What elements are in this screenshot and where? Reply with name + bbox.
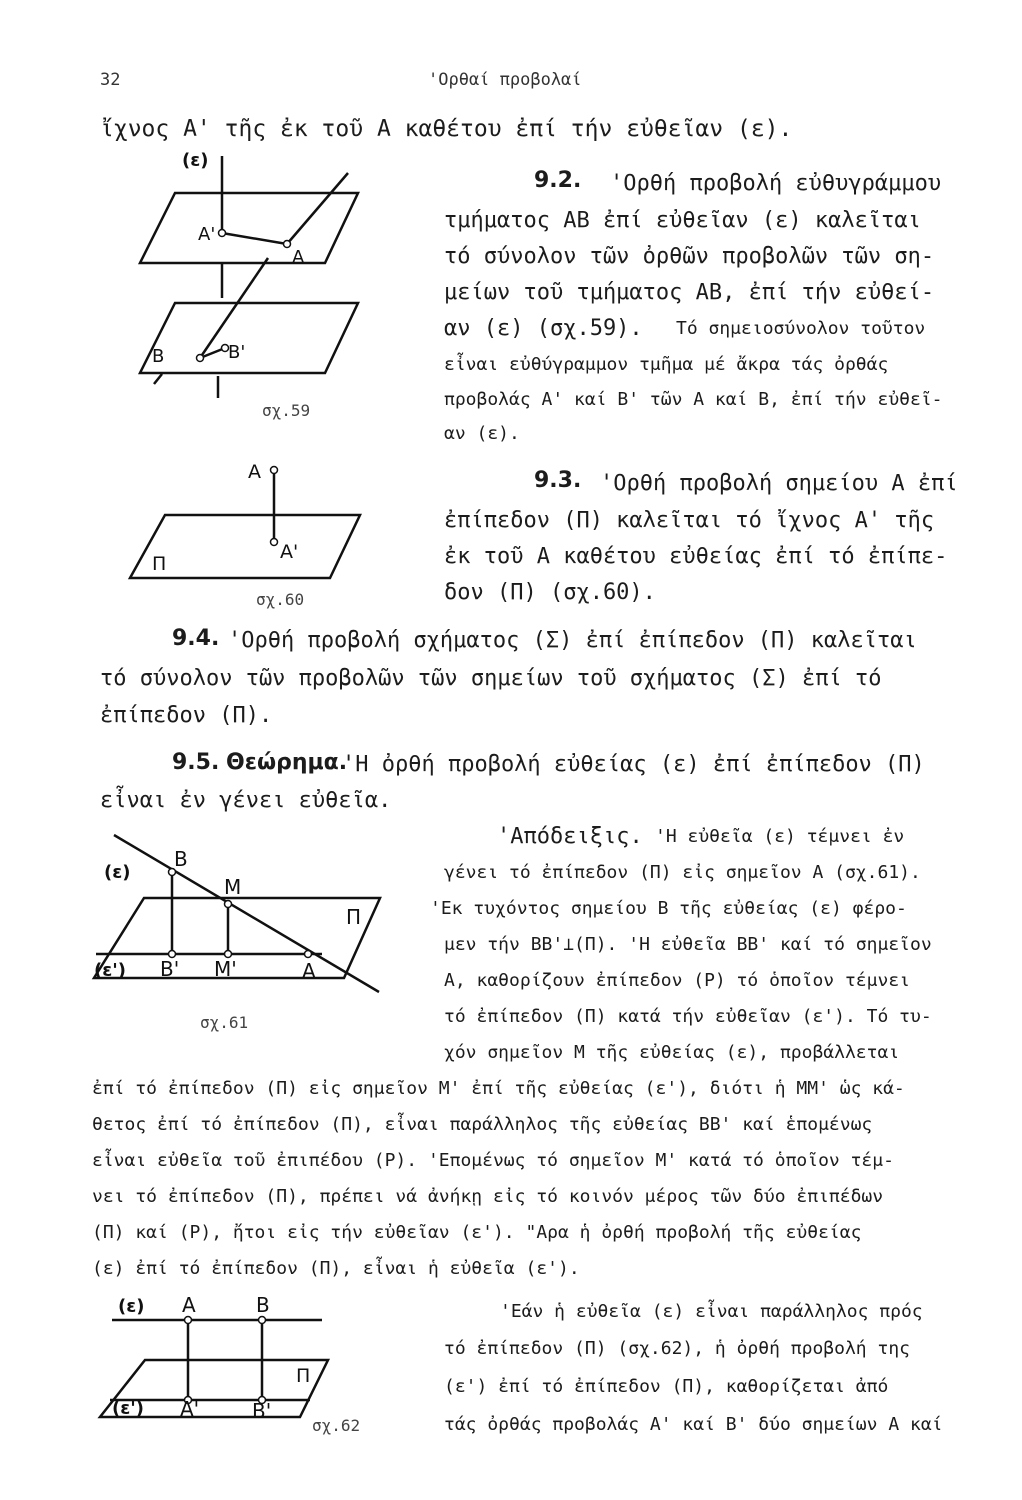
proof-line: Α, καθορίζουν ἐπίπεδον (Ρ) τό ὁποῖον τέμνει: [444, 970, 910, 991]
parallel-line: τάς ὀρθάς προβολάς Α' καί Β' δύο σημείων Α καί: [444, 1414, 943, 1435]
sec-9-3-line: δον (Π) (σχ.60).: [444, 580, 656, 605]
fig62-label-e-prime: (ε'): [112, 1398, 144, 1419]
sec-9-5-line: εἶναι ἐν γένει εὐθεῖα.: [100, 788, 392, 813]
sec-9-3-number: 9.3.: [534, 468, 582, 493]
proof-full-line: ἐπί τό ἐπίπεδον (Π) εἰς σημεῖον Μ' ἐπί τῆς εὐθείας (ε'), διότι ἡ ΜΜ' ὡς κά-: [92, 1078, 905, 1099]
sec-9-2-line: μείων τοῦ τμήματος ΑΒ, ἐπί τήν εὐθεί-: [444, 280, 935, 305]
fig59-label-a: A: [292, 247, 305, 268]
sec-9-4-number: 9.4.: [172, 626, 220, 651]
fig62-label-a: A: [182, 1293, 196, 1317]
fig61-label-e: (ε): [104, 862, 131, 883]
proof-line: τό ἐπίπεδον (Π) κατά τήν εὐθεῖαν (ε'). Τό τυ-: [444, 1006, 932, 1027]
figure-60: [130, 460, 350, 590]
sec-9-3-line: 'Ορθή προβολή σημείου Α ἐπί: [600, 471, 958, 496]
page-number: 32: [100, 70, 121, 90]
fig59-label-e: (ε): [182, 150, 209, 171]
parallel-line: 'Εάν ἡ εὐθεῖα (ε) εἶναι παράλληλος πρός: [500, 1301, 923, 1322]
fig62-label-b-prime: B': [252, 1399, 272, 1423]
fig62-label-b: B: [256, 1293, 270, 1317]
proof-full-line: (ε) ἐπί τό ἐπίπεδον (Π), εἶναι ἡ εὐθεῖα (ε').: [92, 1258, 580, 1279]
fig59-plane-top: [140, 193, 358, 263]
fig59-caption: σχ.59: [262, 401, 311, 420]
figure-61: [94, 830, 394, 1010]
fig61-label-e-prime: (ε'): [94, 960, 126, 981]
fig62-label-e: (ε): [118, 1296, 145, 1317]
sec-9-3-line: ἐπίπεδον (Π) καλεῖται τό ἴχνος Α' τῆς: [444, 508, 935, 533]
proof-full-line: (Π) καί (Ρ), ἤτοι εἰς τήν εὐθεῖαν (ε'). "Αρα ἡ ὀρθή προβολή τῆς εὐθείας: [92, 1222, 862, 1243]
sec-9-2-line: Τό σημειοσύνολον τοῦτον: [676, 318, 926, 339]
proof-line: 'Εκ τυχόντος σημείου Β τῆς εὐθείας (ε) φέρο-: [430, 898, 907, 919]
figure-59: [140, 148, 340, 398]
proof-line: χόν σημεῖον Μ τῆς εὐθείας (ε), προβάλλεται: [444, 1042, 900, 1063]
proof-full-line: νει τό ἐπίπεδον (Π), πρέπει νά ἀνήκῃ εἰς τό κοινόν μέρος τῶν δύο ἐπιπέδων: [92, 1186, 884, 1207]
sec-9-4-line: ἐπίπεδον (Π).: [100, 703, 273, 728]
parallel-line: τό ἐπίπεδον (Π) (σχ.62), ἡ ὀρθή προβολή της: [444, 1338, 910, 1359]
fig62-label-pi: Π: [296, 1365, 311, 1387]
intro-line: ἴχνος Α' τῆς ἐκ τοῦ Α καθέτου ἐπί τήν εὐθεῖαν (ε).: [100, 116, 793, 142]
sec-9-2-line: αν (ε).: [444, 423, 520, 444]
fig60-caption: σχ.60: [256, 590, 305, 609]
sec-9-2-line: τμήματος ΑΒ ἐπί εὐθεῖαν (ε) καλεῖται: [444, 208, 921, 233]
proof-line: γένει τό ἐπίπεδον (Π) εἰς σημεῖον Α (σχ.61).: [444, 862, 921, 883]
fig61-caption: σχ.61: [200, 1013, 249, 1032]
fig61-label-m-prime: M': [214, 957, 237, 981]
fig59-label-b-prime: B': [228, 342, 246, 363]
fig61-label-pi: Π: [346, 905, 362, 929]
fig61-label-b: B: [174, 847, 188, 871]
parallel-line: (ε') ἐπί τό ἐπίπεδον (Π), καθορίζεται ἀπό: [444, 1376, 889, 1397]
sec-9-4-line: 'Ορθή προβολή σχήματος (Σ) ἐπί ἐπίπεδον (Π) καλεῖται: [228, 628, 917, 653]
fig59-plane-bottom: [140, 303, 358, 373]
sec-9-5-number: 9.5.: [172, 750, 220, 775]
sec-9-2-line: τό σύνολον τῶν ὀρθῶν προβολῶν τῶν ση-: [444, 244, 935, 269]
proof-line: μεν τήν ΒΒ'⊥(Π). 'Η εὐθεῖα ΒΒ' καί τό σημεῖον: [444, 934, 932, 955]
proof-title: 'Απόδειξις.: [497, 824, 643, 849]
proof-full-line: θετος ἐπί τό ἐπίπεδον (Π), εἶναι παράλληλος τῆς εὐθείας ΒΒ' καί ἑπομένως: [92, 1114, 873, 1135]
figure-62: [100, 1292, 350, 1422]
sec-9-5-line: 'Η ὀρθή προβολή εὐθείας (ε) ἐπί ἐπίπεδον (Π): [342, 752, 925, 777]
sec-9-2-number: 9.2.: [534, 168, 582, 193]
fig60-label-pi: Π: [152, 553, 167, 575]
sec-9-2-line: προβολάς Α' καί Β' τῶν Α καί Β, ἐπί τήν εὐθεῖ-: [444, 389, 943, 410]
fig61-label-a: A: [302, 959, 316, 983]
sec-9-3-line: ἐκ τοῦ Α καθέτου εὐθείας ἐπί τό ἐπίπε-: [444, 544, 948, 569]
fig59-label-b: B: [152, 346, 165, 367]
sec-9-5-heading: Θεώρημα.: [226, 750, 348, 775]
fig60-label-a-prime: A': [280, 541, 299, 563]
sec-9-2-line: αν (ε) (σχ.59).: [444, 316, 643, 341]
sec-9-4-line: τό σύνολον τῶν προβολῶν τῶν σημείων τοῦ σχήματος (Σ) ἐπί τό: [100, 666, 882, 691]
fig60-label-a: A: [248, 461, 261, 483]
fig59-label-a-prime: A': [198, 224, 216, 245]
fig62-caption: σχ.62: [312, 1416, 361, 1435]
sec-9-2-line: εἶναι εὐθύγραμμον τμῆμα μέ ἄκρα τάς ὀρθάς: [444, 354, 889, 375]
running-title: 'Ορθαί προβολαί: [428, 70, 582, 90]
fig61-label-b-prime: B': [160, 957, 180, 981]
proof-line: 'Η εὐθεῖα (ε) τέμνει ἐν: [655, 826, 905, 847]
fig61-label-m: M: [224, 875, 242, 899]
fig62-label-a-prime: A': [180, 1397, 200, 1421]
proof-full-line: εἶναι εὐθεῖα τοῦ ἐπιπέδου (Ρ). 'Επομένως τό σημεῖον Μ' κατά τό ὁποῖον τέμ-: [92, 1150, 894, 1171]
sec-9-2-line: 'Ορθή προβολή εὐθυγράμμου: [610, 171, 942, 196]
